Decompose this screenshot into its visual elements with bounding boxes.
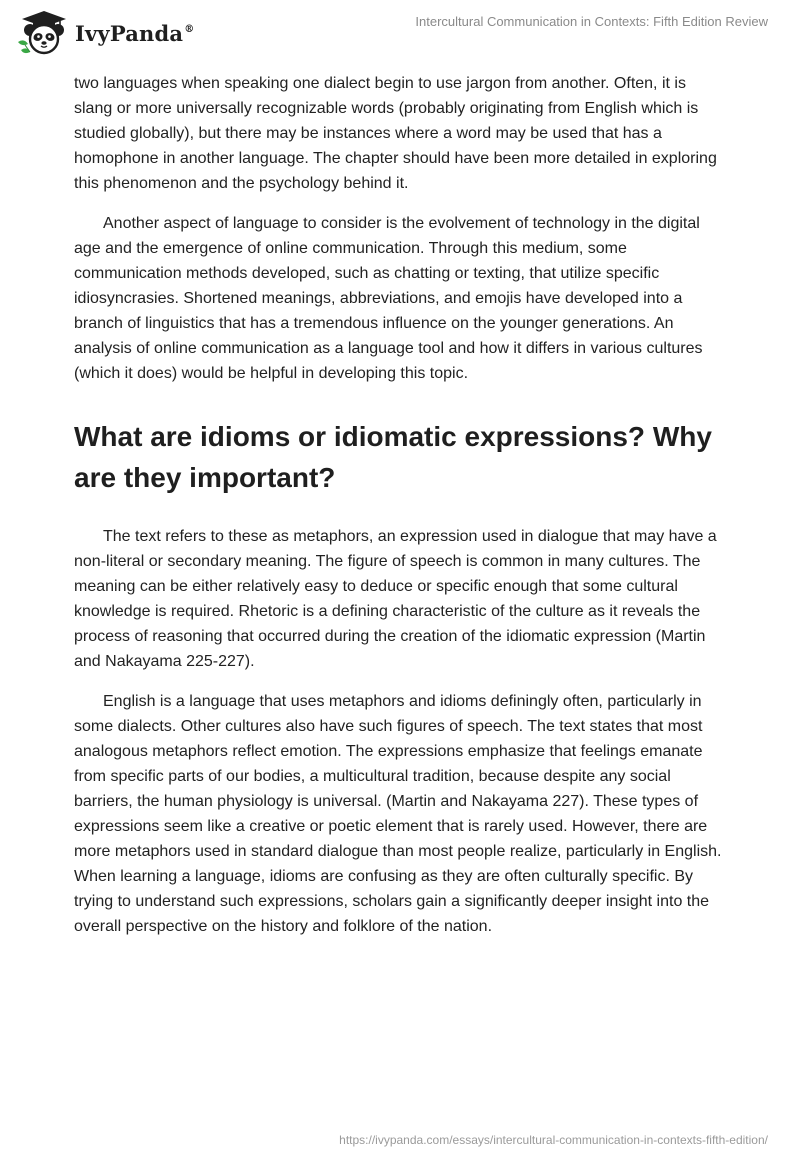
paragraph: The text refers to these as metaphors, an expression used in dialogue that may have a non-literal or secondary meaning. The figure of speech is common in many cultures. The meaning can be either relatively easy to deduce or specific enough that some cultural knowledge is required. Rhetoric is a defining characteristic of the culture as it reveals the process of reasoning that occurred during the creation of the idiomatic expression (Martin and Nakayama 225-227). — [74, 528, 717, 670]
document-title: Intercultural Communication in Contexts: Fifth Edition Review — [415, 14, 768, 29]
ivypanda-logo[interactable] — [16, 8, 194, 56]
paragraph: two languages when speaking one dialect begin to use jargon from another. Often, it is slang or more universally recognizable words (probably originating from English which is studied globally), but there may be instances where a word may be used that has a homophone in another language. The chapter should have been more detailed in exploring this phenomenon and the psychology behind it. — [74, 75, 717, 192]
paragraph: English is a language that uses metaphors and idioms definingly often, particularly in some dialects. Other cultures also have such figures of speech. The text states that most analogous metaphors reflect emotion. The expressions emphasize that feelings emanate from specific parts of our bodies, a multicultural tradition, because despite any social barriers, the human physiology is universal. (Martin and Nakayama 227). These types of expressions seem like a creative or poetic element that is rarely used. However, there are more metaphors used in standard dialogue than most people realize, particularly in English. When learning a language, idioms are confusing as they are often culturally specific. By trying to understand such expressions, scholars gain a significantly deeper insight into the overall perspective on the history and folklore of the nation. — [74, 693, 722, 935]
paragraph: Another aspect of language to consider is the evolvement of technology in the digital age and the emergence of online communication. Through this medium, some communication methods developed, such as chatting or texting, that utilize specific idiosyncrasies. Shortened meanings, abbreviations, and emojis have developed into a branch of linguistics that has a tremendous influence on the younger generations. An analysis of online communication as a language tool and how it differs in various cultures (which it does) would be helpful in developing this topic. — [74, 215, 703, 382]
brand-name: IvyPanda® — [75, 20, 195, 46]
source-url[interactable]: https://ivypanda.com/essays/intercultural-communication-in-contexts-fifth-edition/ — [339, 1133, 768, 1147]
page-header — [0, 0, 800, 60]
section-heading: What are idioms or idiomatic expressions? Why are they important? — [74, 421, 712, 493]
panda-graduate-icon — [16, 8, 72, 56]
article-body — [74, 71, 726, 939]
